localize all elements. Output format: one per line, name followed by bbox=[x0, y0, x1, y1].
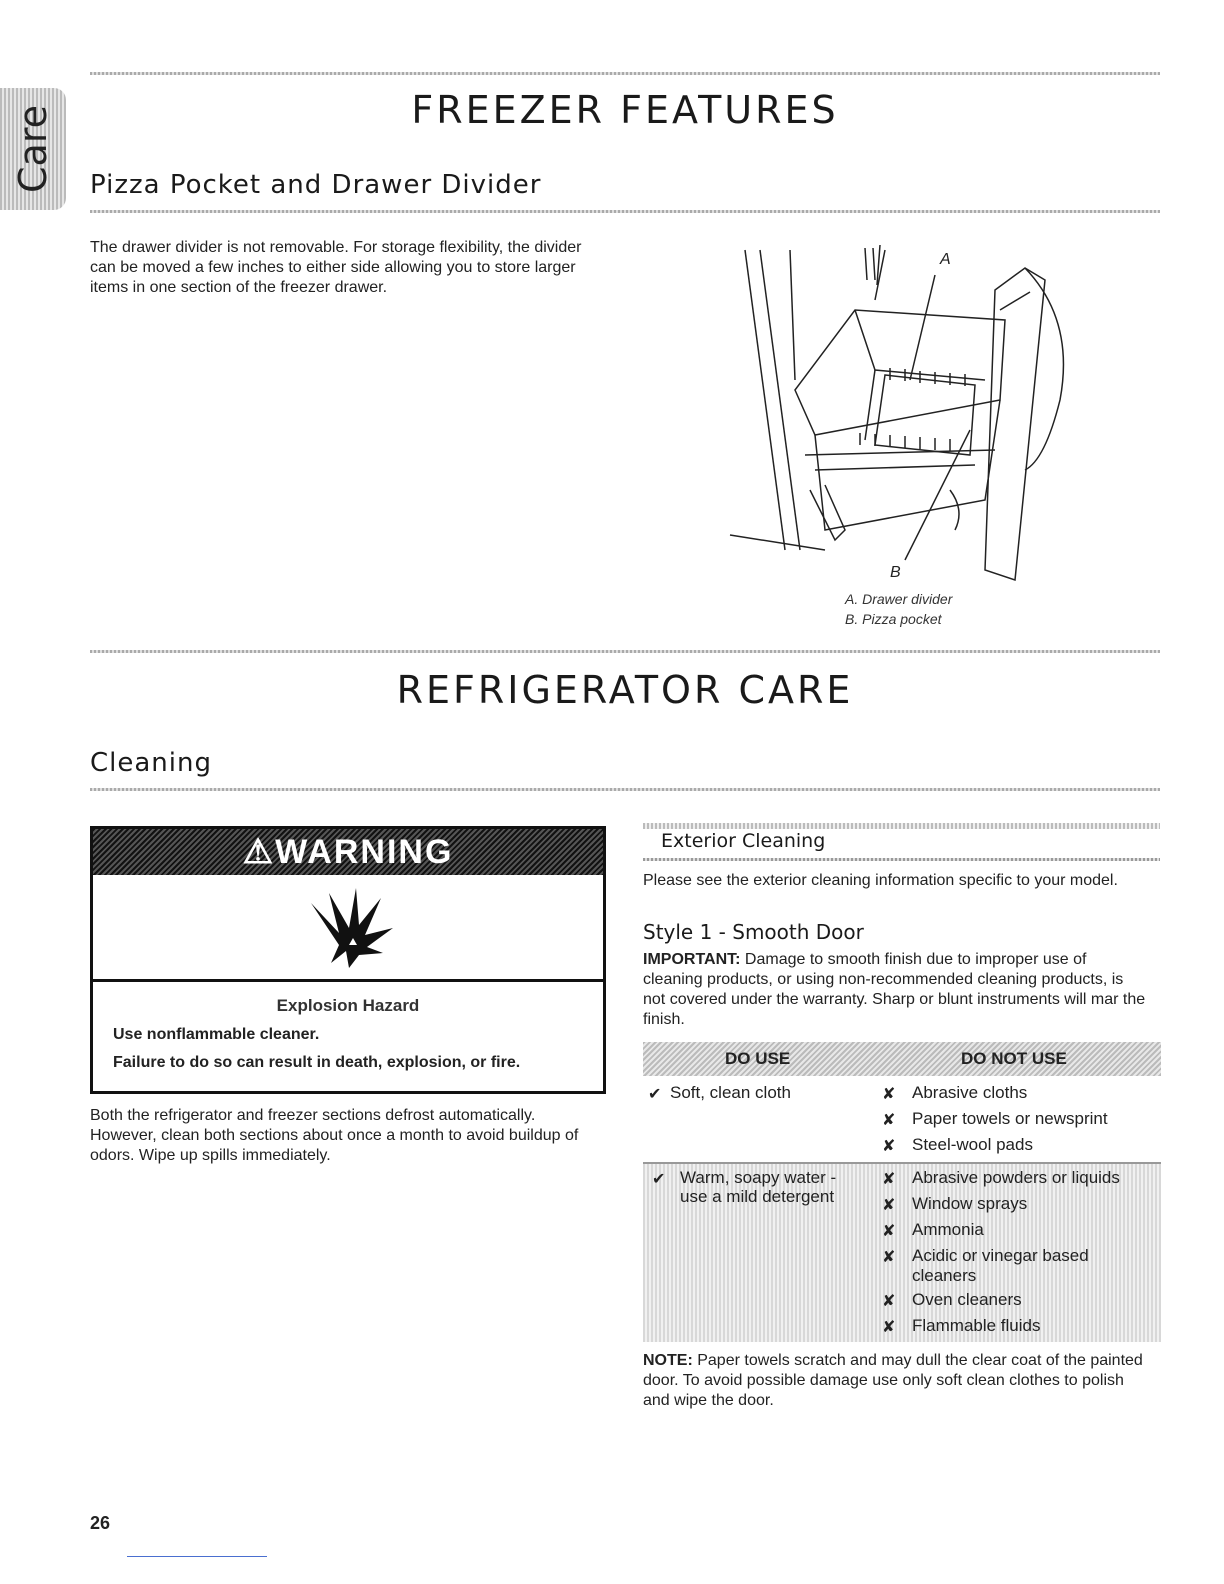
care-side-tab bbox=[0, 88, 66, 210]
x-icon: ✘ bbox=[882, 1086, 896, 1103]
dont-use-item: Oven cleaners bbox=[912, 1290, 1022, 1309]
dont-use-item: Window sprays bbox=[912, 1194, 1028, 1213]
do-use-soapy-water-line2: use a mild detergent bbox=[680, 1187, 835, 1206]
dont-use-item: Steel-wool pads bbox=[912, 1135, 1033, 1154]
diagram-label-b: B bbox=[890, 564, 901, 581]
explosion-icon bbox=[301, 883, 401, 973]
exterior-cleaning-title: Exterior Cleaning bbox=[661, 830, 826, 852]
note-text: Paper towels scratch and may dull the clear coat of the painted door. To avoid possible damage use only soft clean clothes to polish and wipe the door. bbox=[643, 1352, 1143, 1409]
x-icon: ✘ bbox=[882, 1249, 896, 1266]
note-label: NOTE: bbox=[643, 1352, 693, 1369]
dont-use-item: Paper towels or newsprint bbox=[912, 1109, 1108, 1128]
check-icon: ✔ bbox=[652, 1171, 666, 1188]
explosion-hazard-title: Explosion Hazard bbox=[276, 996, 420, 1015]
check-icon: ✔ bbox=[648, 1086, 662, 1103]
do-use-soft-cloth: Soft, clean cloth bbox=[670, 1083, 791, 1102]
important-paragraph bbox=[643, 950, 1148, 1030]
warning-triangle-icon: ⚠ bbox=[242, 833, 276, 871]
warning-header-text: WARNING bbox=[275, 833, 454, 871]
x-icon: ✘ bbox=[882, 1112, 896, 1129]
x-icon: ✘ bbox=[882, 1293, 896, 1310]
dont-use-item: Abrasive cloths bbox=[912, 1083, 1028, 1102]
note-paragraph bbox=[643, 1351, 1153, 1411]
do-not-use-header: DO NOT USE bbox=[961, 1049, 1067, 1068]
caption-drawer-divider: A. Drawer divider bbox=[845, 591, 953, 607]
freezer-features-title: FREEZER FEATURES bbox=[411, 88, 839, 132]
warning-line-1: Use nonflammable cleaner. bbox=[113, 1026, 320, 1043]
dont-use-item: Acidic or vinegar based cleaners bbox=[912, 1246, 1089, 1285]
subtitle-divider bbox=[90, 210, 1160, 213]
dont-use-item: Ammonia bbox=[912, 1220, 984, 1239]
top-divider bbox=[90, 72, 1160, 75]
pizza-pocket-subtitle: Pizza Pocket and Drawer Divider bbox=[90, 170, 542, 200]
dont-use-item: Flammable fluids bbox=[912, 1316, 1041, 1335]
care-body-text: Both the refrigerator and freezer sections defrost automatically. However, clean both sections about once a month to avoid buildup of odors. Wipe up spills immediately. bbox=[90, 1107, 579, 1164]
care-top-divider bbox=[90, 650, 1160, 653]
cleaning-divider bbox=[90, 788, 1160, 791]
warning-header bbox=[93, 829, 603, 875]
warning-line-2: Failure to do so can result in death, explosion, or fire. bbox=[113, 1054, 521, 1071]
exterior-intro: Please see the exterior cleaning information specific to your model. bbox=[643, 872, 1118, 889]
x-icon: ✘ bbox=[882, 1138, 896, 1155]
warning-body bbox=[93, 982, 603, 1072]
refrigerator-care-title: REFRIGERATOR CARE bbox=[396, 668, 854, 712]
diagram-caption bbox=[845, 589, 952, 629]
warning-box bbox=[90, 826, 606, 1094]
x-icon: ✘ bbox=[882, 1197, 896, 1214]
care-tab-label: Care bbox=[11, 105, 55, 193]
important-label: IMPORTANT: bbox=[643, 951, 741, 968]
x-icon: ✘ bbox=[882, 1223, 896, 1240]
exterior-top-rule bbox=[643, 823, 1160, 829]
x-icon: ✘ bbox=[882, 1171, 896, 1188]
style-1-title: Style 1 - Smooth Door bbox=[643, 920, 864, 944]
cleaning-subtitle: Cleaning bbox=[90, 748, 212, 778]
page-number: 26 bbox=[90, 1513, 111, 1533]
freezer-body-text: The drawer divider is not removable. For storage flexibility, the divider can be moved a few inches to either side allowing you to store larger items in one section of the freezer drawer. bbox=[90, 239, 582, 296]
important-text: Damage to smooth finish due to improper use of cleaning products, or using non-recommended cleaning products, is not covered under the warranty. Sharp or blunt instruments will mar the finish. bbox=[643, 951, 1146, 1028]
dont-use-item: Abrasive powders or liquids bbox=[912, 1168, 1120, 1187]
page-footer-line bbox=[127, 1556, 267, 1557]
do-use-header: DO USE bbox=[725, 1049, 791, 1068]
warning-icon-area bbox=[93, 875, 603, 982]
diagram-label-a: A bbox=[940, 251, 951, 268]
freezer-drawer-diagram bbox=[725, 240, 1085, 590]
cleaning-table-header bbox=[643, 1042, 1161, 1076]
caption-pizza-pocket: B. Pizza pocket bbox=[845, 611, 942, 627]
exterior-bottom-rule bbox=[643, 858, 1160, 861]
x-icon: ✘ bbox=[882, 1319, 896, 1336]
do-use-soapy-water-line1: Warm, soapy water - bbox=[680, 1168, 837, 1187]
